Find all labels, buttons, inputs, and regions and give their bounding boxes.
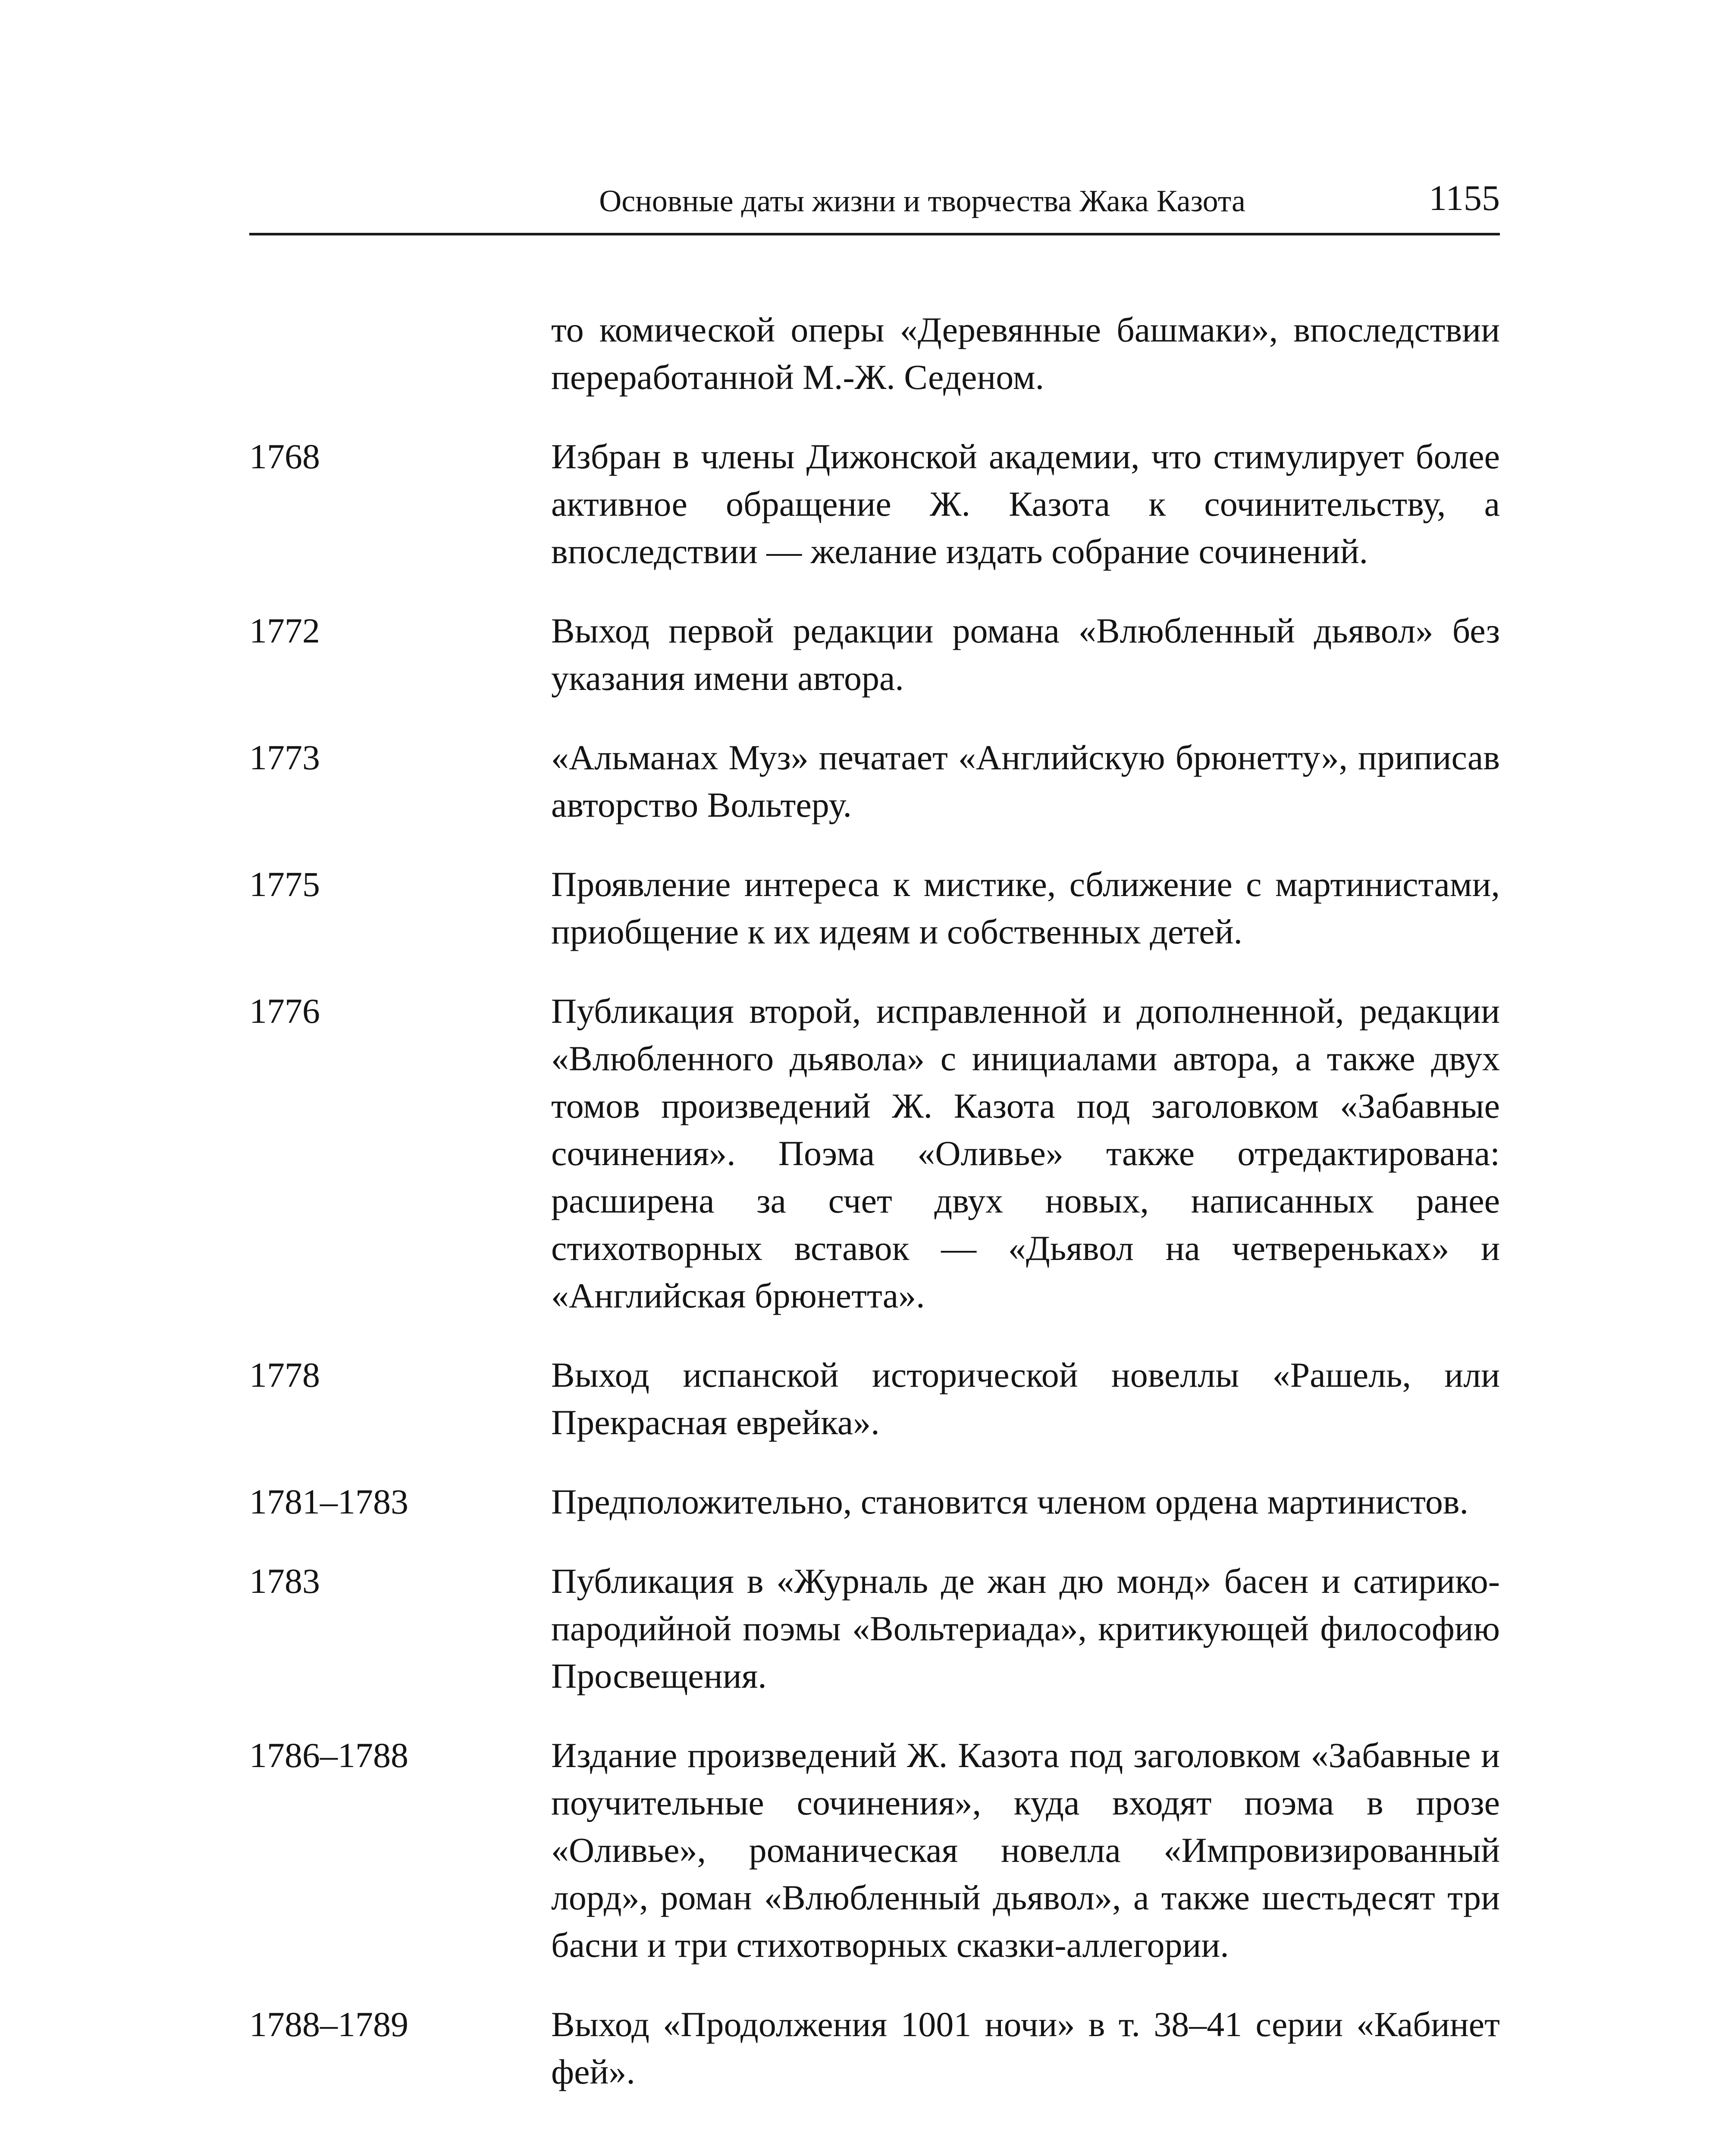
chronology-entry bbox=[249, 1732, 1500, 1969]
chronology-entry bbox=[249, 2001, 1500, 2096]
chronology-entry bbox=[249, 1557, 1500, 1700]
entry-text: Выход первой редакции романа «Влюбленный дьявол» без указания имени автора. bbox=[551, 611, 1500, 698]
running-header bbox=[249, 177, 1500, 235]
chronology-entry bbox=[249, 734, 1500, 829]
entry-year: 1788–1789 bbox=[249, 2005, 408, 2044]
page-number: 1155 bbox=[1429, 178, 1500, 218]
entry-text: Выход «Продолжения 1001 ночи» в т. 38–41 серии «Кабинет фей». bbox=[551, 2005, 1500, 2091]
chronology-entry bbox=[249, 987, 1500, 1319]
entry-text: Проявление интереса к мистике, сближение с мартинистами, приобщение к их идеям и собственных детей. bbox=[551, 865, 1500, 951]
entry-text: Публикация второй, исправленной и дополненной, редакции «Влюбленного дьявола» с инициалами автора, а также двух томов произведений Ж. Казота под заголовком «Забавные сочинения». Поэма «Оливье» также отредактирована: расширена за счет двух новых, написанных ранее стихотворных вставок — «Дьявол на четвереньках» и «Английская брюнетта». bbox=[551, 991, 1500, 1315]
entry-text: Выход испанской исторической новеллы «Рашель, или Прекрасная еврейка». bbox=[551, 1355, 1500, 1442]
running-title: Основные даты жизни и творчества Жака Казота bbox=[599, 184, 1245, 218]
chronology-list bbox=[249, 306, 1500, 2128]
entry-year: 1772 bbox=[249, 611, 320, 650]
entry-year: 1775 bbox=[249, 865, 320, 904]
chronology-entry bbox=[249, 607, 1500, 702]
chronology-entry bbox=[249, 306, 1500, 401]
entry-text: Публикация в «Журналь де жан дю монд» басен и сатирико-пародийной поэмы «Вольтериада», критикующей философию Просвещения. bbox=[551, 1561, 1500, 1695]
entry-year: 1773 bbox=[249, 738, 320, 777]
chronology-entry bbox=[249, 433, 1500, 575]
chronology-entry bbox=[249, 1478, 1500, 1526]
chronology-entry bbox=[249, 1351, 1500, 1446]
entry-year: 1786–1788 bbox=[249, 1736, 408, 1775]
entry-year: 1776 bbox=[249, 991, 320, 1031]
entry-text: Избран в члены Дижонской академии, что стимулирует более активное обращение Ж. Казота к сочинительству, а впоследствии — желание издать собрание сочинений. bbox=[551, 437, 1500, 571]
entry-text: то комической оперы «Деревянные башмаки», впоследствии переработанной М.-Ж. Седеном. bbox=[551, 310, 1500, 397]
entry-text: Предположительно, становится членом ордена мартинистов. bbox=[551, 1482, 1469, 1521]
entry-text: «Альманах Муз» печатает «Английскую брюнетту», приписав авторство Вольтеру. bbox=[551, 738, 1500, 824]
entry-text: Издание произведений Ж. Казота под заголовком «Забавные и поучительные сочинения», куда входят поэма в прозе «Оливье», романическая новелла «Импровизированный лорд», роман «Влюбленный дьявол», а также шестьдесят три басни и три стихотворных сказки-аллегории. bbox=[551, 1736, 1500, 1965]
entry-year: 1781–1783 bbox=[249, 1482, 408, 1521]
entry-year: 1778 bbox=[249, 1355, 320, 1395]
chronology-entry bbox=[249, 861, 1500, 956]
entry-year: 1768 bbox=[249, 437, 320, 476]
entry-year: 1783 bbox=[249, 1561, 320, 1601]
